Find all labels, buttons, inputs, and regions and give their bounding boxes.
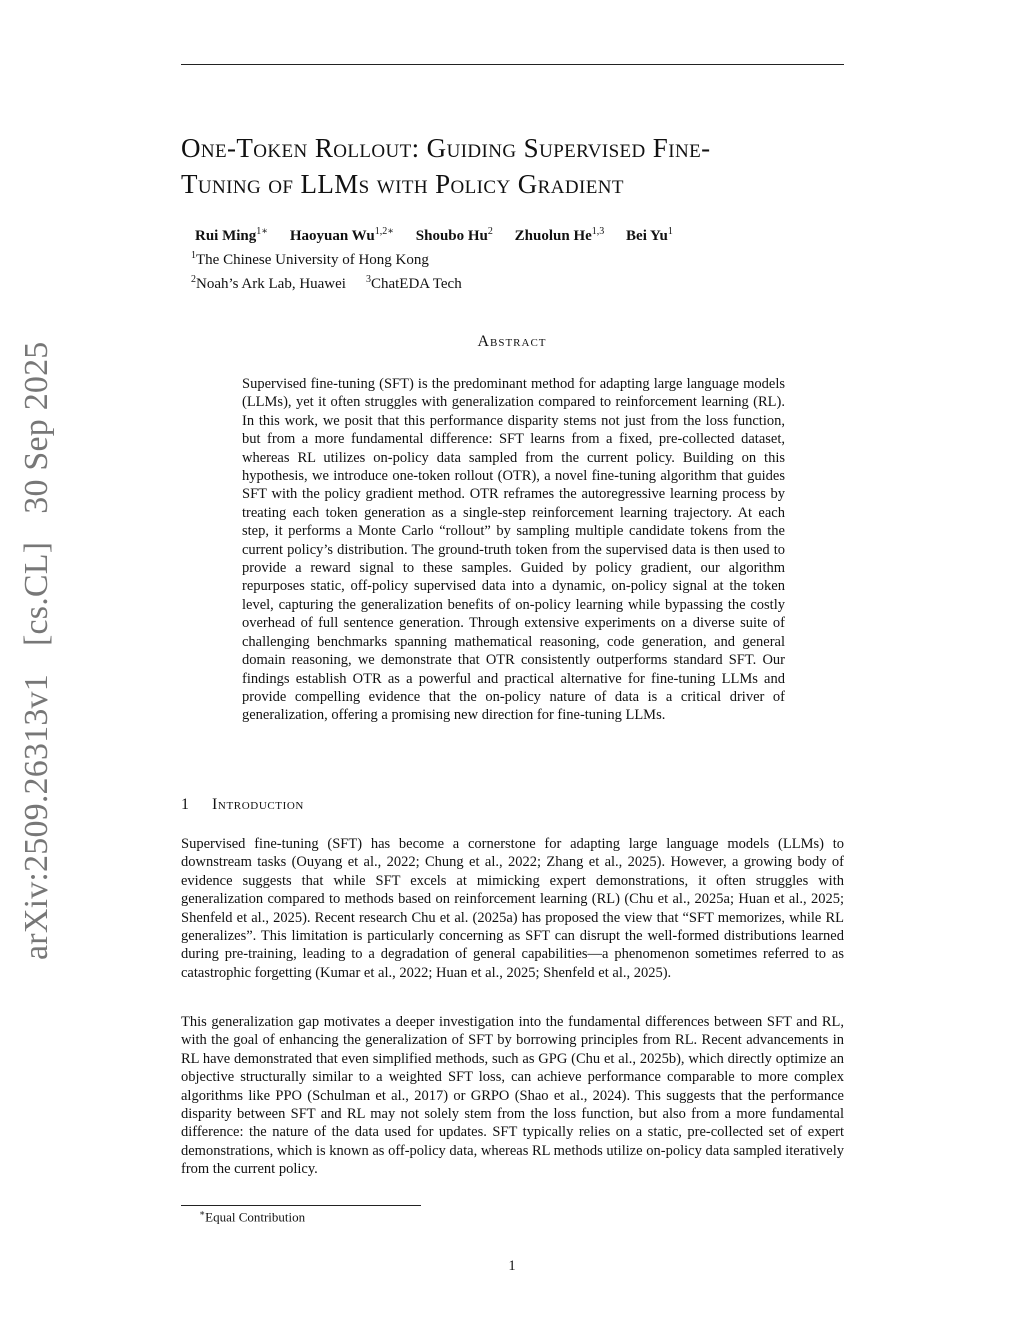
affiliation-mark: 3 — [365, 274, 371, 285]
top-rule — [181, 64, 844, 65]
arxiv-date: 30 Sep 2025 — [18, 341, 55, 514]
author-marks: 1 — [667, 226, 673, 237]
affiliation-mark: 2 — [191, 274, 196, 285]
arxiv-stamp — [18, 342, 56, 961]
page-number: 1 — [508, 1258, 516, 1274]
footnote — [199, 1208, 305, 1225]
affiliation-name: ChatEDA Tech — [370, 276, 462, 292]
footnote-text: Equal Contribution — [205, 1209, 306, 1225]
author-marks: 1,3 — [591, 226, 605, 237]
author-list — [195, 226, 815, 245]
paragraph: Supervised fine-tuning (SFT) has become a cornerstone for adapting large language models (LLMs) to downstream tasks (Ouyang et al., 2022; Chung et al., 2022; Zhang et al., 2025). However, a growing body of evidence suggests that while SFT excels at mimicking expert demonstrations, it often struggles with generalization compared to methods based on reinforcement learning (RL) (Chu et al., 2025a; Huan et al., 2025; Shenfeld et al., 2025). Recent research Chu et al. (2025a) has proposed the view that “SFT memorizes, while RL generalizes”. This limitation is particularly concerning as SFT can disrupt the well-formed distributions learned during pre-training, leading to a degradation of general capabilities—a phenomenon sometimes referred to as catastrophic forgetting (Kumar et al., 2022; Huan et al., 2025; Shenfeld et al., 2025). — [181, 836, 844, 981]
author — [626, 226, 673, 245]
abstract-text: Supervised fine-tuning (SFT) is the predominant method for adapting large language models (LLMs), yet it often struggles with generalization compared to reinforcement learning (RL). In this work, we posit that this performance disparity stems not just from the loss function, but from a more fundamental difference: SFT learns from a fixed, pre-collected dataset, whereas RL utilizes on-policy data sampled from the current policy. Building on this hypothesis, we introduce one-token rollout (OTR), a novel fine-tuning algorithm that guides SFT with the policy gradient method. OTR reframes the autoregressive learning process by treating each token generation as a single-step reinforcement learning trajectory. At each step, it performs a Monte Carlo “rollout” by sampling multiple candidate tokens from the current policy’s distribution. The ground-truth token from the supervised data is then used to provide a reward signal to these samples. Guided by policy gradient, our algorithm repurposes static, off-policy supervised data into a dynamic, on-policy signal at the token level, capturing the generalization benefits of on-policy learning while bypassing the costly overhead of full sentence generation. Through extensive experiments on a diverse suite of challenging benchmarks spanning mathematical reasoning, code generation, and general domain reasoning, we demonstrate that OTR consistently outperforms standard SFT. Our findings establish OTR as a powerful and practical alternative for fine-tuning LLMs and provide compelling evidence that the on-policy nature of data is a critical driver of generalization, offering a promising new direction for fine-tuning LLMs. — [242, 376, 785, 724]
abstract-heading: Abstract — [477, 333, 547, 350]
footnote-mark: ∗ — [199, 1208, 206, 1218]
title-line-2: Tuning of LLMs with Policy Gradient — [181, 169, 624, 199]
section-title: Introduction — [212, 796, 304, 813]
affiliation-list — [191, 246, 462, 294]
section-number: 1 — [181, 796, 190, 813]
section-heading — [181, 796, 304, 814]
author — [195, 226, 268, 245]
author-name: Shoubo Hu — [415, 228, 488, 244]
title-line-1: One-Token Rollout: Guiding Supervised Fine- — [181, 133, 711, 163]
author-name: Bei Yu — [626, 228, 668, 244]
author-marks: 1,2∗ — [374, 226, 395, 237]
author — [416, 226, 493, 245]
affiliation — [191, 246, 462, 270]
author — [290, 226, 394, 245]
affiliation-row — [191, 270, 462, 294]
author-name: Zhuolun He — [514, 228, 592, 244]
paragraph: This generalization gap motivates a deeper investigation into the fundamental differences between SFT and RL, with the goal of enhancing the generalization of SFT by borrowing principles from RL. Recent advancements in RL have demonstrated that even simplified methods, such as GPG (Chu et al., 2025b), which directly optimize an objective structurally similar to a weighted SFT loss, can achieve performance comparable to more complex algorithms like PPO (Schulman et al., 2017) or GRPO (Shao et al., 2024). This suggests that the performance disparity between SFT and RL may not solely stem from the loss function, but also from a more fundamental difference: the nature of the data used for updates. SFT typically relies on a static, pre-collected set of expert demonstrations, which is known as off-policy data, whereas RL methods utilize on-policy data sampled iteratively from the current policy. — [181, 1014, 844, 1178]
arxiv-id: arXiv:2509.26313v1 — [18, 674, 55, 960]
author-name: Rui Ming — [195, 228, 257, 244]
affiliation-name: Noah’s Ark Lab, Huawei — [196, 276, 346, 292]
author-marks: 2 — [487, 226, 493, 237]
footnote-rule — [181, 1205, 421, 1206]
paper-title — [181, 130, 861, 202]
author — [515, 226, 605, 245]
affiliation-mark: 1 — [191, 250, 196, 261]
arxiv-category: [cs.CL] — [18, 541, 55, 647]
author-name: Haoyuan Wu — [289, 228, 375, 244]
affiliation-name: The Chinese University of Hong Kong — [196, 252, 429, 268]
author-marks: 1∗ — [256, 226, 269, 237]
